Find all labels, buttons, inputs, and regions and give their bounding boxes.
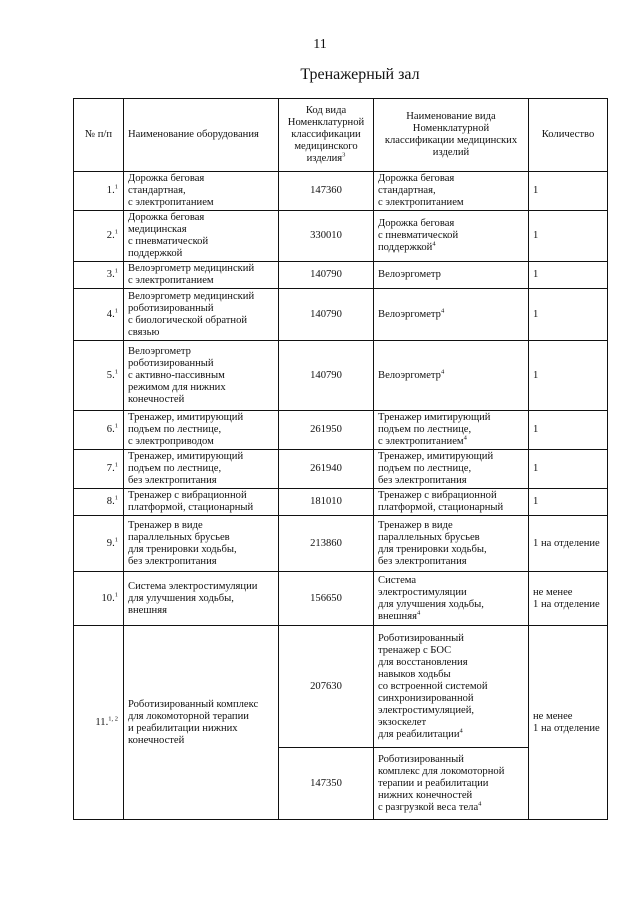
- device-code: 207630: [279, 626, 374, 748]
- device-type-name: Тренажер имитирующий подъем по лестнице, с электропитанием$^4$: [374, 411, 529, 450]
- table-row: [74, 262, 608, 289]
- header-equipment: Наименование оборудования: [124, 99, 279, 172]
- header-num: № п/п: [74, 99, 124, 172]
- quantity: 1: [529, 172, 608, 211]
- header-type-name: Наименование вида Номенклатурной классификации медицинских изделий: [374, 99, 529, 172]
- quantity: 1: [529, 341, 608, 411]
- table-row: [74, 572, 608, 626]
- device-type-name: Роботизированный тренажер с БОС для восстановления навыков ходьбы со встроенной системой синхронизированной электростимуляцией, экзоскелет для реабилитации$^4$: [374, 626, 529, 748]
- device-type-name: Система электростимуляции для улучшения ходьбы, внешняя$^4$: [374, 572, 529, 626]
- row-number: 4.$^1$: [74, 289, 124, 341]
- equipment-name: Тренажер с вибрационной платформой, стационарный: [124, 489, 279, 516]
- page-number: 11: [313, 37, 327, 52]
- device-code: 147350: [279, 748, 374, 820]
- row-number: 9.$^1$: [74, 516, 124, 572]
- equipment-name: Тренажер, имитирующий подъем по лестнице, с электроприводом: [124, 411, 279, 450]
- quantity: 1 на отделение: [529, 516, 608, 572]
- header-quantity: Количество: [529, 99, 608, 172]
- row-number: 7.$^1$: [74, 450, 124, 489]
- table-row: [74, 172, 608, 211]
- device-code: 147360: [279, 172, 374, 211]
- table-row: [74, 516, 608, 572]
- header-code: Код вида Номенклатурной классификации медицинского изделия$^3$: [279, 99, 374, 172]
- device-type-name: Роботизированный комплекс для локомоторной терапии и реабилитации нижних конечностей с разгрузкой веса тела$^4$: [374, 748, 529, 820]
- table-row: [74, 450, 608, 489]
- row-number: 1.$^1$: [74, 172, 124, 211]
- device-code: 140790: [279, 289, 374, 341]
- device-code: 140790: [279, 341, 374, 411]
- equipment-name: Тренажер в виде параллельных брусьев для тренировки ходьбы, без электропитания: [124, 516, 279, 572]
- equipment-name: Дорожка беговая медицинская с пневматической поддержкой: [124, 211, 279, 262]
- equipment-name: Роботизированный комплекс для локомоторной терапии и реабилитации нижних конечностей: [124, 626, 279, 820]
- table-header-row: [74, 99, 608, 172]
- device-type-name: Дорожка беговая с пневматической поддержкой$^4$: [374, 211, 529, 262]
- row-number: 11.$^{1, 2}$: [74, 626, 124, 820]
- quantity: 1: [529, 450, 608, 489]
- device-type-name: Тренажер, имитирующий подъем по лестнице, без электропитания: [374, 450, 529, 489]
- table-row: [74, 489, 608, 516]
- device-code: 181010: [279, 489, 374, 516]
- equipment-name: Тренажер, имитирующий подъем по лестнице, без электропитания: [124, 450, 279, 489]
- device-code: 213860: [279, 516, 374, 572]
- device-type-name: Велоэргометр: [374, 262, 529, 289]
- device-code: 261950: [279, 411, 374, 450]
- equipment-table: [73, 98, 608, 820]
- quantity: 1: [529, 411, 608, 450]
- row-number: 8.$^1$: [74, 489, 124, 516]
- equipment-name: Велоэргометр медицинский роботизированный с биологической обратной связью: [124, 289, 279, 341]
- quantity: не менее 1 на отделение: [529, 572, 608, 626]
- section-title: Тренажерный зал: [300, 66, 420, 83]
- table-row: [74, 626, 608, 748]
- row-number: 3.$^1$: [74, 262, 124, 289]
- table-row: [74, 411, 608, 450]
- table-row: [74, 341, 608, 411]
- table-row: [74, 211, 608, 262]
- equipment-name: Велоэргометр медицинский с электропитанием: [124, 262, 279, 289]
- row-number: 6.$^1$: [74, 411, 124, 450]
- device-code: 140790: [279, 262, 374, 289]
- device-type-name: Велоэргометр$^4$: [374, 341, 529, 411]
- quantity: не менее 1 на отделение: [529, 626, 608, 820]
- device-code: 330010: [279, 211, 374, 262]
- device-type-name: Тренажер в виде параллельных брусьев для тренировки ходьбы, без электропитания: [374, 516, 529, 572]
- device-code: 156650: [279, 572, 374, 626]
- device-code: 261940: [279, 450, 374, 489]
- row-number: 10.$^1$: [74, 572, 124, 626]
- equipment-name: Велоэргометр роботизированный с активно-пассивным режимом для нижних конечностей: [124, 341, 279, 411]
- row-number: 2.$^1$: [74, 211, 124, 262]
- table-row: [74, 289, 608, 341]
- quantity: 1: [529, 211, 608, 262]
- equipment-name: Система электростимуляции для улучшения ходьбы, внешняя: [124, 572, 279, 626]
- row-number: 5.$^1$: [74, 341, 124, 411]
- equipment-name: Дорожка беговая стандартная, с электропитанием: [124, 172, 279, 211]
- device-type-name: Дорожка беговая стандартная, с электропитанием: [374, 172, 529, 211]
- device-type-name: Тренажер с вибрационной платформой, стационарный: [374, 489, 529, 516]
- device-type-name: Велоэргометр$^4$: [374, 289, 529, 341]
- quantity: 1: [529, 262, 608, 289]
- quantity: 1: [529, 489, 608, 516]
- quantity: 1: [529, 289, 608, 341]
